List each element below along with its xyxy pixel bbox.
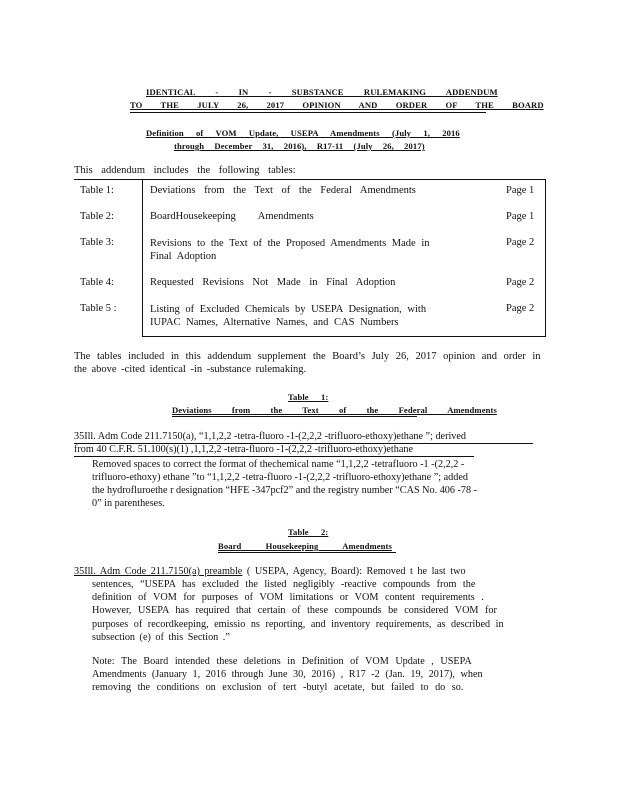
header-line-4: through December 31, 2016), R17-11 (July 26, 2017) <box>174 141 425 151</box>
table2-body-4: purposes of recordkeeping, emissio ns reporting, and inventory requirements, as described in <box>92 619 504 630</box>
summary-col-divider <box>142 179 143 336</box>
table1-body-1: Removed spaces to correct the format of thechemical name “1,1,2,2 -tetrafluoro -1 -(2,2,2 - <box>92 459 465 470</box>
summary-row-5-page: Page 2 <box>506 303 535 314</box>
summary-row-2-page: Page 1 <box>506 211 535 222</box>
table1-entry-rule-2 <box>74 456 474 457</box>
table2-body-1: sentences, “USEPA has excluded the listed negligibly -reactive compounds from the <box>92 579 476 590</box>
table1-entry-line-1: 35Ill. Adm Code 211.7150(a), “1,1,2,2 -tetra-fluoro -1-(2,2,2 -trifluoro-ethoxy)ethane ”; derived <box>74 431 467 442</box>
table1-entry-line-2: from 40 C.F.R. 51.100(s)(1) ,1,1,2,2 -tetra-fluoro -1-(2,2,2 -trifluoro-ethoxy)ethane <box>74 444 413 455</box>
table2-note-1: Note: The Board intended these deletions in Definition of VOM Update , USEPA <box>92 656 472 667</box>
table2-note-3: removing the conditions on exclusion of tert -butyl acetate, but failed to do so. <box>92 682 464 693</box>
table1-body-4: 0” in parentheses. <box>92 498 165 509</box>
summary-row-1-page: Page 1 <box>506 185 535 196</box>
table1-title: Table 1: <box>288 392 329 402</box>
summary-row-4-page: Page 2 <box>506 277 535 288</box>
table2-body-3: However, USEPA has required that certain of these compounds be considered VOM for <box>92 605 497 616</box>
table2-body-2: definition of VOM for purposes of VOM limitations or VOM content requirements . <box>92 592 484 603</box>
summary-bottom-border <box>142 336 546 337</box>
summary-row-5-label: Table 5 : <box>80 303 117 314</box>
supplement-line-2: the above -cited identical -in -substance rulemaking. <box>74 364 307 375</box>
table2-entry <box>74 566 466 577</box>
summary-row-5-title: Listing of Excluded Chemicals by USEPA Designation, with IUPAC Names, Alternative Names, and CAS Numbers <box>150 304 427 328</box>
table1-subtitle-rule <box>172 416 417 417</box>
header-rule <box>130 112 486 113</box>
supplement-line-1: The tables included in this addendum supplement the Board’s July 26, 2017 opinion and order in <box>74 351 541 362</box>
table2-entry-head: 35Ill. Adm Code 211.7150(a) preamble <box>74 566 243 577</box>
summary-top-border <box>74 179 546 180</box>
header-line-3: Definition of VOM Update, USEPA Amendments (July 1, 2016 <box>146 128 460 138</box>
table2-subtitle: Board Housekeeping Amendments <box>218 541 392 551</box>
summary-row-3-title: Revisions to the Text of the Proposed Amendments Made in Final Adoption <box>150 238 430 262</box>
summary-row-4-label: Table 4: <box>80 277 114 288</box>
table2-subtitle-rule <box>218 552 396 553</box>
table2-body-5: subsection (e) of this Section .” <box>92 632 230 643</box>
summary-row-3-label: Table 3: <box>80 237 114 248</box>
header-line-2: TO THE JULY 26, 2017 OPINION AND ORDER OF THE BOARD <box>130 100 544 110</box>
table1-body-3: the hydrofluroethe r designation “HFE -347pcf2” and the registry number “CAS No. 406 -78 - <box>92 485 478 496</box>
summary-row-4-title: Requested Revisions Not Made in Final Adoption <box>150 277 396 288</box>
summary-row-1-label: Table 1: <box>80 185 114 196</box>
summary-right-border <box>545 179 546 336</box>
summary-row-1-title: Deviations from the Text of the Federal Amendments <box>150 185 416 196</box>
header-line-1: IDENTICAL - IN - SUBSTANCE RULEMAKING ADDENDUM <box>146 87 498 97</box>
table2-note-2: Amendments (January 1, 2016 through June 30, 2016) , R17 -2 (Jan. 19, 2017), when <box>92 669 483 680</box>
summary-row-2-title: BoardHousekeeping Amendments <box>150 211 314 222</box>
summary-row-2-label: Table 2: <box>80 211 114 222</box>
table1-body-2: trifluoro-ethoxy) ethane ”to “1,1,2,2 -tetra-fluoro -1-(2,2,2 -trifluoro-ethoxy)ethane ”; added <box>92 472 468 483</box>
table1-subtitle: Deviations from the Text of the Federal Amendments <box>172 405 497 415</box>
table2-title: Table 2: <box>288 527 329 537</box>
summary-row-3-page: Page 2 <box>506 237 535 248</box>
table2-entry-rest: ( USEPA, Agency, Board): Removed t he last two <box>242 566 466 577</box>
intro-text: This addendum includes the following tables: <box>74 165 296 176</box>
